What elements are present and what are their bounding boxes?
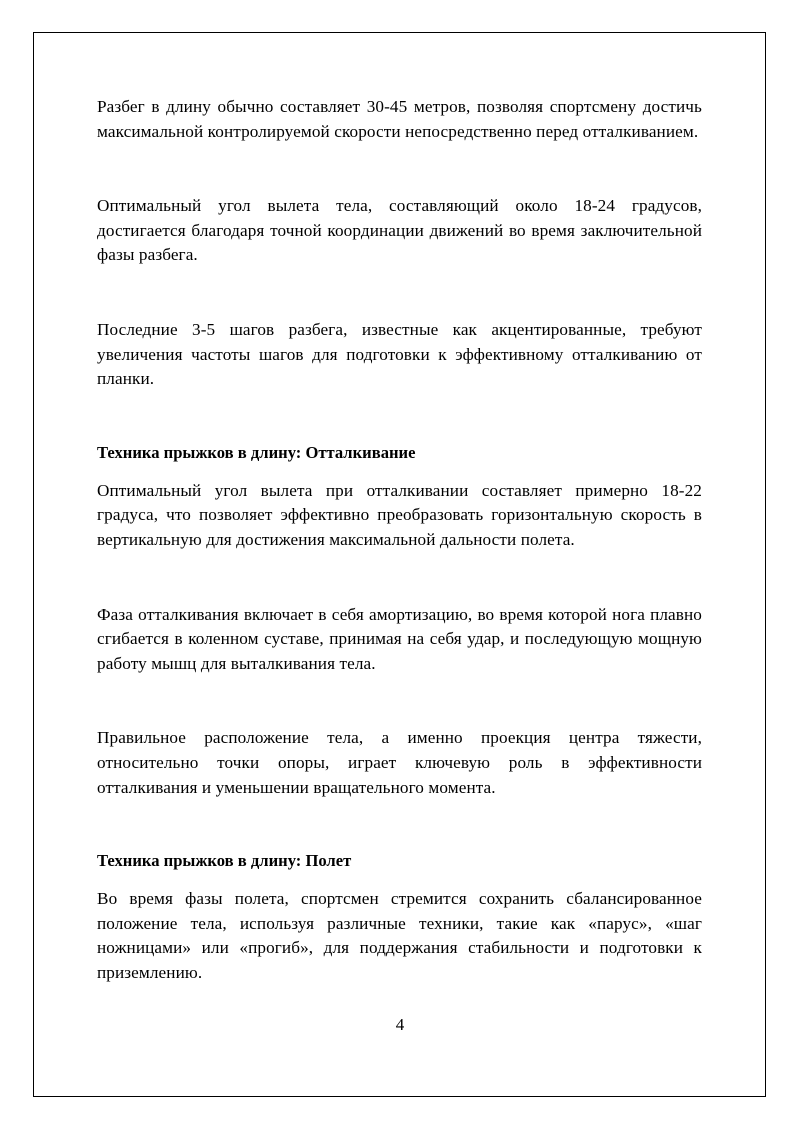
paragraph-flight-phase: Во время фазы полета, спортсмен стремится сохранить сбалансированное положение тела, используя различные техники, такие как «парус», «шаг ножницами» или «прогиб», для поддержания стабильности и подготовки к приземлению.: [97, 889, 702, 982]
paragraph-body-position: Правильное расположение тела, а именно проекция центра тяжести, относительно точки опоры, играет ключевую роль в эффективности отталкивания и уменьшении вращательного момента.: [97, 728, 702, 797]
paragraph-last-steps: Последние 3-5 шагов разбега, известные как акцентированные, требуют увеличения частоты шагов для подготовки к эффективному отталкиванию от планки.: [97, 319, 702, 389]
page-number: 4: [395, 1015, 405, 1034]
page-content: [97, 95, 702, 985]
paragraph-run-up-length: Разбег в длину обычно составляет 30-45 метров, позволяя спортсмену достичь максимальной контролируемой скорости непосредственно перед отталкиванием.: [97, 97, 702, 141]
paragraph-takeoff-angle: Оптимальный угол вылета при отталкивании составляет примерно 18-22 градуса, что позволяет эффективно преобразовать горизонтальную скорость в вертикальную для достижения максимальной дальности полета.: [97, 480, 702, 549]
paragraph-takeoff-phase: Фаза отталкивания включает в себя амортизацию, во время которой нога плавно сгибается в коленном суставе, принимая на себя удар, и последующую мощную работу мышц для выталкивания тела.: [97, 604, 702, 673]
heading-flight: Техника прыжков в длину: Полет: [97, 851, 352, 871]
heading-takeoff: Техника прыжков в длину: Отталкивание: [97, 442, 416, 462]
paragraph-body-angle: Оптимальный угол вылета тела, составляющий около 18-24 градусов, достигается благодаря точной координации движений во время заключительной фазы разбега.: [97, 196, 702, 265]
